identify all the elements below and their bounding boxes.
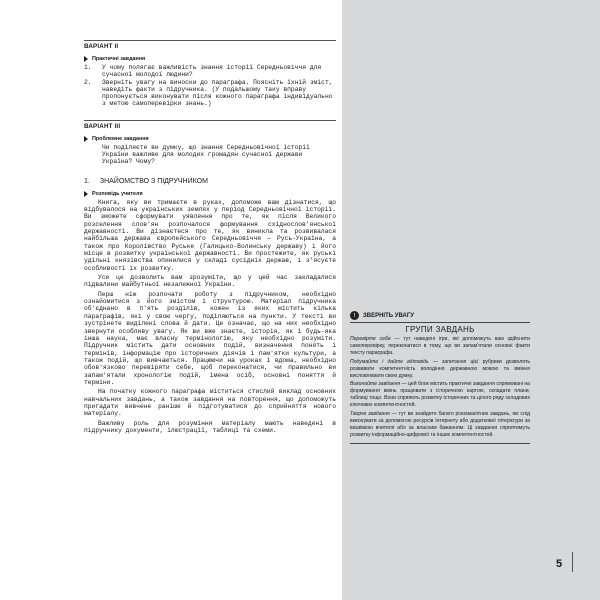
callout-item — [350, 359, 530, 380]
question-number: 2. — [84, 78, 92, 86]
callout-subheading: ГРУПИ ЗАВДАНЬ — [405, 325, 475, 334]
task-label-problem — [84, 136, 336, 142]
callout-item — [350, 411, 530, 439]
problem-question: Чи поділяєте ви думку, що знання Середньовічної історії України важливе для молодих громадян сучасної держави Україна? Чому? — [102, 143, 310, 166]
callout-item-text: — тут ви знайдете багато різноманітних завдань, які слід виконувати за допомогою ресурсів Інтернету або додаткової літератури за вказівкою вчителя або за власним бажанням. Ці завдання сприятимуть розвитку інформаційно-цифрової та інших компетентностей. — [350, 411, 530, 438]
task-label-practical-text: Практичні завдання — [92, 56, 146, 62]
arrow-right-icon — [84, 191, 88, 197]
attention-icon: ! — [350, 311, 359, 320]
callout-item — [350, 336, 530, 357]
divider — [350, 443, 530, 444]
main-column — [84, 40, 336, 434]
attention-callout — [350, 311, 530, 444]
task-label-teacher — [84, 191, 336, 197]
variant-2-section — [84, 40, 336, 108]
question-text: У чому полягає важливість знання історії Середньовіччя для сучасної молодої людини? — [102, 64, 322, 79]
variant-3-heading: ВАРІАНТ ІІІ — [84, 120, 336, 130]
callout-item-lead: Виконайте завдання — [350, 381, 401, 388]
task-label-teacher-text: Розповідь учителя — [92, 190, 143, 197]
paragraph: Перш ніж розпочати роботу з підручником, необхідно ознайомитися з його змістом і структурою. Матеріал підручника об'єднано в п'ять розділів, кожен із яких містить кілька параграфів, які у свою чергу, поділяються на пункти. У тексті ви зустрінете виділені слова й дати. Це означає, що на них необхідно звернути особливу увагу. Як ви вже знаєте, історія, як і будь-яка інша наука, має власну термінологію, яку необхідно розуміти. Підручник містить дати основних подій, визначення понять і термінів, інформацію про історичних діячів і пам'ятки культури, а також подій, що вивчаються. Працюючи на уроках і вдома, необхідно обов'язково перевіряти себе, щоб переконатися, чи правильно ви запам'ятали хронологію подій, імена осіб, основні поняття й терміни. — [84, 290, 336, 386]
callout-item-lead: Перевірте себе — [350, 336, 391, 342]
page-number: 5 — [556, 558, 563, 570]
question-text: Зверніть увагу на виноски до параграфа. Поясніть їхній зміст, наведіть факти з підручника. (У подальшому таку вправу пропонується виконувати після кожного параграфа індивідуально з метою самоперевірки знань.) — [102, 78, 333, 108]
section-1-heading — [84, 178, 336, 185]
arrow-right-icon — [84, 136, 88, 142]
question-item — [84, 64, 336, 79]
variant-2-questions — [84, 64, 336, 108]
variant-3-section — [84, 120, 336, 166]
grey-sidebar — [342, 0, 600, 600]
callout-heading-row — [350, 311, 530, 320]
arrow-right-icon — [84, 56, 88, 62]
section-1 — [84, 178, 336, 435]
section-title: ЗНАЙОМСТВО З ПІДРУЧНИКОМ — [99, 177, 208, 185]
callout-heading: ЗВЕРНІТЬ УВАГУ — [363, 312, 414, 319]
question-item — [84, 79, 336, 108]
task-label-problem-text: Проблемне завдання — [92, 135, 149, 142]
section-number: 1. — [84, 177, 90, 185]
paragraph: Важливу роль для розуміння матеріалу мають наведені в підручнику документи, ілюстрації, таблиці та схеми. — [84, 419, 336, 434]
question-number: 1. — [84, 64, 92, 71]
callout-item — [350, 381, 530, 409]
callout-item-lead: Творче завдання — [350, 411, 390, 418]
task-label-practical — [84, 56, 336, 62]
callout-item-text: — цей блок містить практичні завдання спрямовані на формування вмінь працювати з історичною картою, складати плани, таблиці тощо. Вони сприяють розвитку історичних та цілого ряду складових ключових компетентностей. — [350, 381, 530, 409]
paragraph: Книга, яку ви тримаєте в руках, допоможе вам дізнатися, що відбувалося на українських землях у період Середньовічної історії. Ви зможете сформувати уявлення про те, як після Великого розселення слов'ян розпочалося формування східнослов'янської державності. Ви дізнаєтеся про те, як виникла та розвивалася найбільша держава європейського Середньовіччя — Русь-Україна, а також про Королівство Руське (Галицько-Волинську державу) і його місце в розвитку української державності. Ви простежите, як руські удільні князівства опинилися у складі сусідніх держав, і з'ясуєте особливості їх розвитку. — [84, 198, 336, 272]
paragraph: Усе це дозволить вам зрозуміти, що у цей час закладалися підвалини майбутньої незалежної України. — [84, 274, 336, 289]
page-number-divider — [572, 552, 573, 572]
callout-item-text: — тут наведені ігри, які допоможуть вам здійснити самоперевірку, переконатися в тому, що ви запам'ятали основні факти тексту параграфа. — [350, 336, 530, 356]
callout-item-text: — запитання цієї рубрики дозволять розвивати компетентність володіння державною мовою та вміння висловлювати свою думку. — [350, 358, 530, 379]
callout-item-lead: Подумайте і дайте відповідь — [350, 358, 429, 365]
divider — [350, 322, 530, 323]
paragraph: На початку кожного параграфа міститься стислий виклад основних навчальних завдань, а також завдання на повторення, що допоможуть пригадати вивчене раніше й підготуватися до сприйняття нового матеріалу. — [84, 388, 336, 418]
variant-2-heading: ВАРІАНТ ІІ — [84, 40, 336, 50]
